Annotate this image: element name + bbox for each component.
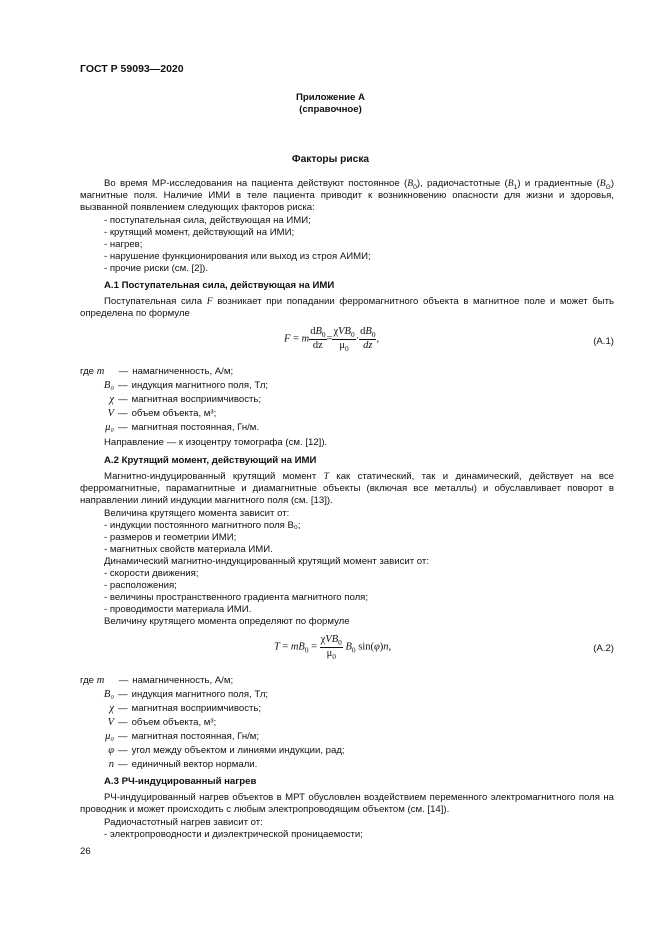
list-item: - электропроводности и диэлектрической проницаемости; <box>104 829 363 840</box>
section-title: Факторы риска <box>291 154 370 165</box>
intro-paragraph: Во время МР-исследования на пациента действуют постоянное $(B_0)$, радиочастотные $(B_1)$ и градиентные $(B_G)$ магнитные поля. Наличие ИМИ в теле пациента приводит к возникновению опасности для жизни и здоровья, вызванной появлением следующих факторов риска: <box>80 178 615 214</box>
a1-direction: Направление — к изоцентру томографа (см. [12]). <box>104 437 328 448</box>
a2-text: Динамический магнитно-индукцированный крутящий момент зависит от: <box>104 556 429 567</box>
definition-row: где m — намагниченность, А/м; <box>80 366 234 377</box>
list-item: - расположения; <box>104 580 177 591</box>
a3-paragraph: РЧ-индуцированный нагрев объектов в МРТ обусловлен воздействием переменного электромагнитного поля на проводник и может происходить с любым электропроводящим объектом (см. [14]). <box>80 792 614 816</box>
definition-row: V — объем объекта, м³; <box>107 408 217 419</box>
definition-row: χ — магнитная восприимчивость; <box>109 703 262 714</box>
list-item: - крутящий момент, действующий на ИМИ; <box>104 227 295 238</box>
list-item: - нарушение функционирования или выход из строя АИМИ; <box>104 251 371 262</box>
a2-paragraph: Магнитно-индуцированный крутящий момент T как статический, так и динамический, действует на все ферромагнитные, парамагнитные и диамагнитные объекты (включая все металлы) и обуславливает поворот в направлении линий индукции магнитного поля (см. [13]). <box>80 471 614 507</box>
equation-number-a1: (А.1) <box>593 336 614 347</box>
list-item: - размеров и геометрии ИМИ; <box>104 532 237 543</box>
appendix-title: Приложение А <box>296 92 365 103</box>
document-header: ГОСТ Р 59093—2020 <box>80 63 184 75</box>
equation-a2: $T = mB_0$ = $\frac{\chi VB_0}{\mu_0}$ $B_0$ sin(φ)n, <box>274 634 392 661</box>
definition-row: V — объем объекта, м³; <box>107 717 217 728</box>
list-item: - скорости движения; <box>104 568 199 579</box>
list-item: - поступательная сила, действующая на ИМИ; <box>104 215 311 226</box>
list-item: - величины пространственного градиента магнитного поля; <box>104 592 369 603</box>
a2-text: Величину крутящего момента определяют по формуле <box>104 616 350 627</box>
equation-a1: F = m $\frac{dB_0}{dz}$ = $\frac{\chi VB_0}{\mu_0}$ · $\frac{dB_0}{dz}$ , <box>284 326 380 353</box>
definition-row: n — единичный вектор нормали. <box>108 759 258 770</box>
definition-row: μ₀ — магнитная постоянная, Гн/м. <box>105 422 260 433</box>
definition-row: B₀ — индукция магнитного поля, Тл; <box>103 689 269 700</box>
definition-row: B₀ — индукция магнитного поля, Тл; <box>103 380 269 391</box>
section-heading-a2: А.2 Крутящий момент, действующий на ИМИ <box>104 455 317 466</box>
a3-text: Радиочастотный нагрев зависит от: <box>104 817 263 828</box>
list-item: - нагрев; <box>104 239 143 250</box>
definition-row: μ₀ — магнитная постоянная, Гн/м; <box>105 731 260 742</box>
list-item: - прочие риски (см. [2]). <box>104 263 209 274</box>
list-item: - проводимости материала ИМИ. <box>104 604 252 615</box>
a2-text: Величина крутящего момента зависит от: <box>104 508 290 519</box>
appendix-subtitle: (справочное) <box>299 104 362 115</box>
page-number: 26 <box>80 846 91 857</box>
equation-number-a2: (А.2) <box>593 643 614 654</box>
definition-row: χ — магнитная восприимчивость; <box>109 394 262 405</box>
definition-row: где m — намагниченность, А/м; <box>80 675 234 686</box>
definition-row: φ — угол между объектом и линиями индукции, рад; <box>108 745 345 756</box>
a1-paragraph: Поступательная сила F возникает при попадании ферромагнитного объекта в магнитное поле и может быть определена по формуле <box>80 296 614 320</box>
list-item: - магнитных свойств материала ИМИ. <box>104 544 273 555</box>
list-item: - индукции постоянного магнитного поля B₀; <box>104 520 301 531</box>
section-heading-a1: А.1 Поступательная сила, действующая на ИМИ <box>104 280 335 291</box>
section-heading-a3: А.3 РЧ-индуцированный нагрев <box>104 776 257 787</box>
